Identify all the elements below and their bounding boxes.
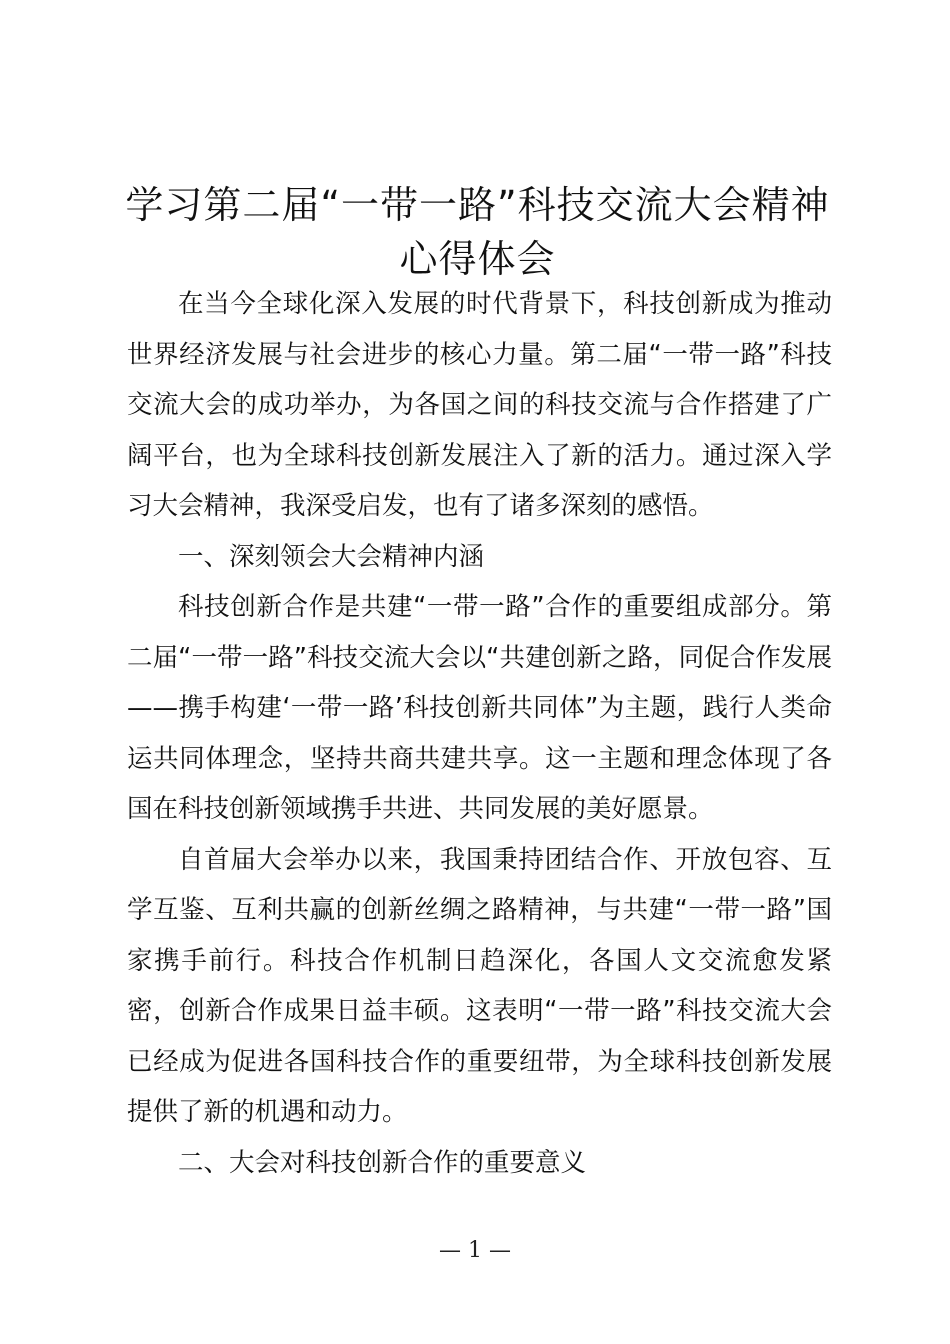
paragraph-theme: 科技创新合作是共建“一带一路”合作的重要组成部分。第二届“一带一路”科技交流大会以“共建创新之路，同促合作发展——携手构建‘一带一路’科技创新共同体”为主题，践行人类命运共同体理念，坚持共商共建共享。这一主题和理念体现了各国在科技创新领域携手共进、共同发展的美好愿景。 [127, 592, 832, 824]
document-title: 学习第二届“一带一路”科技交流大会精神心得体会 [125, 183, 830, 281]
paragraph-intro: 在当今全球化深入发展的时代背景下，科技创新成为推动世界经济发展与社会进步的核心力量。第二届“一带一路”科技交流大会的成功举办，为各国之间的科技交流与合作搭建了广阔平台，也为全球科技创新发展注入了新的活力。通过深入学习大会精神，我深受启发，也有了诸多深刻的感悟。 [127, 289, 832, 521]
section-heading-1: 一、深刻领会大会精神内涵 [178, 541, 485, 572]
document-body [127, 279, 832, 1188]
page-number: — 1 — [439, 1238, 511, 1263]
paragraph-history: 自首届大会举办以来，我国秉持团结合作、开放包容、互学互鉴、互利共赢的创新丝绸之路精神，与共建“一带一路”国家携手前行。科技合作机制日趋深化，各国人文交流愈发紧密，创新合作成果日益丰硕。这表明“一带一路”科技交流大会已经成为促进各国科技合作的重要纽带，为全球科技创新发展提供了新的机遇和动力。 [127, 844, 832, 1127]
section-heading-2: 二、大会对科技创新合作的重要意义 [178, 1147, 587, 1178]
